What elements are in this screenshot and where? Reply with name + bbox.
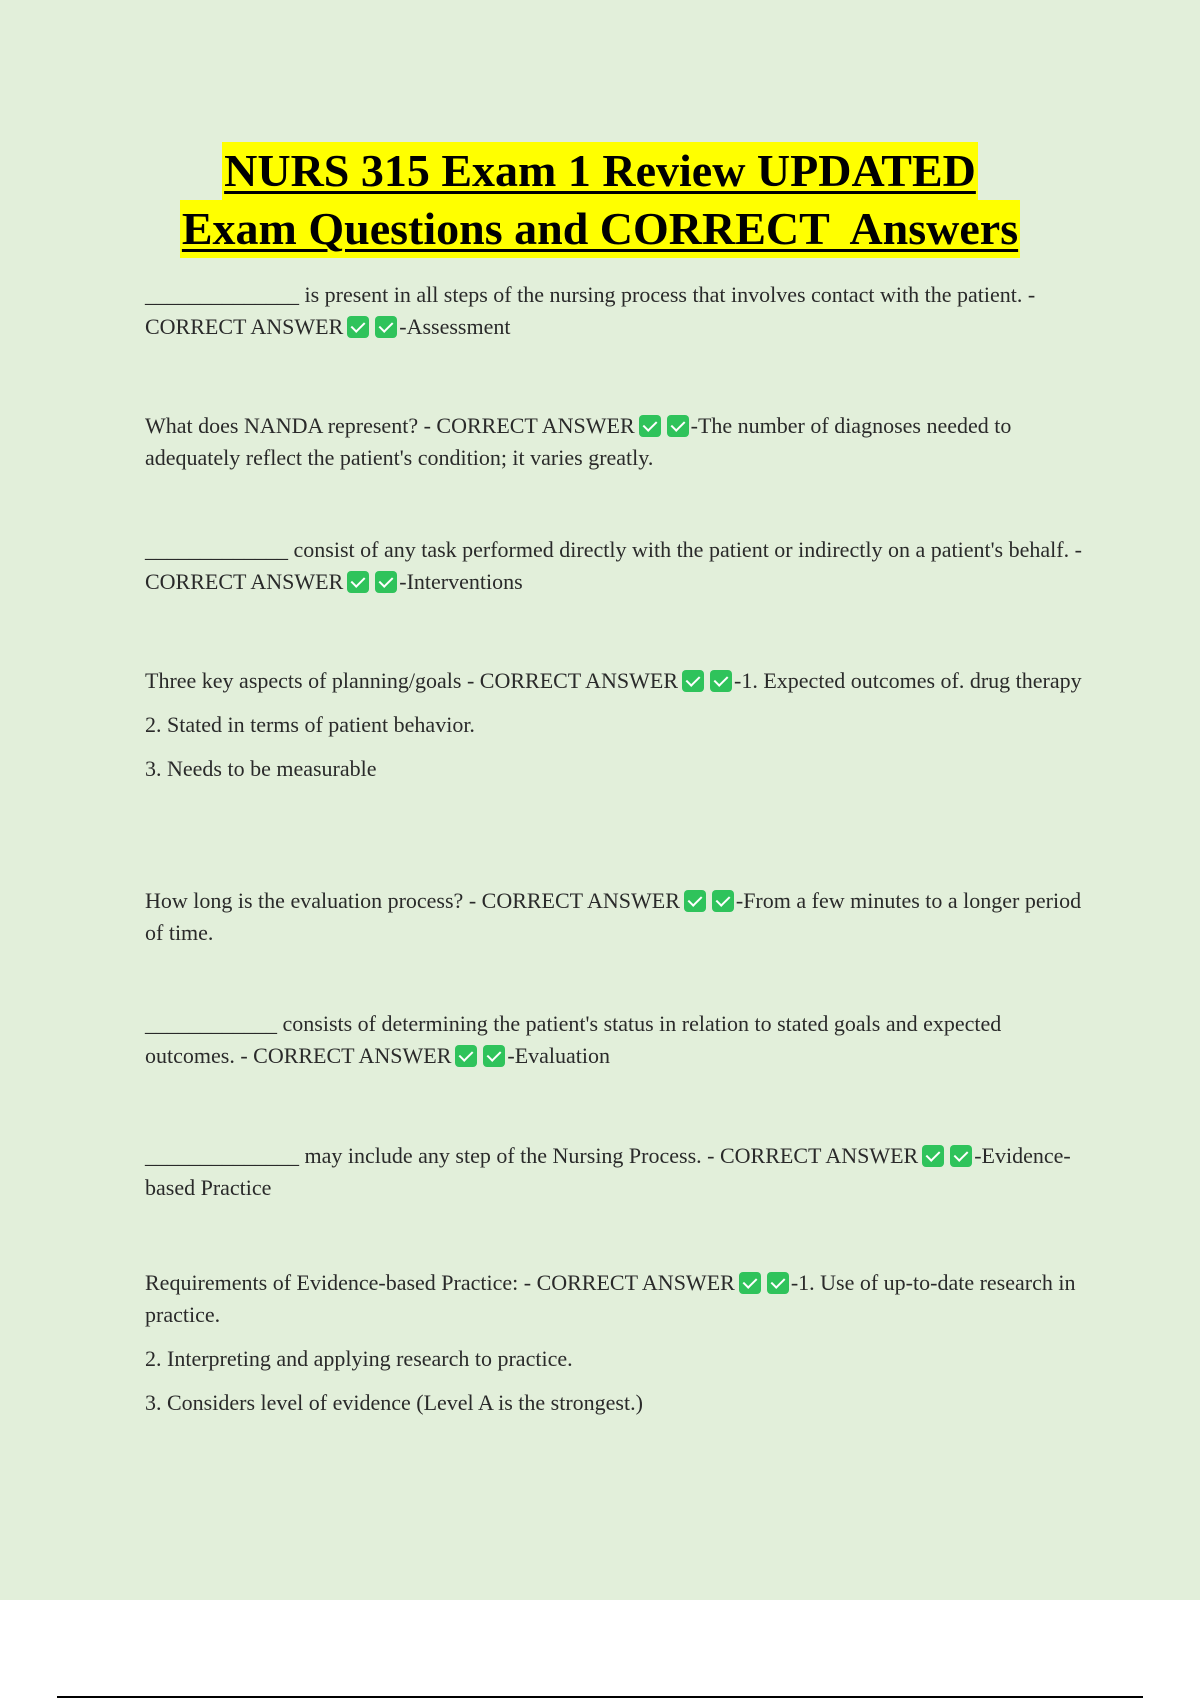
list-item: 3. Needs to be measurable: [145, 756, 377, 781]
qa-item-6: [145, 1008, 1085, 1072]
qa-text: [145, 665, 1085, 697]
checkmark-icon: [739, 1272, 761, 1294]
title-line-2: Exam Questions and CORRECT Answers: [180, 200, 1020, 258]
qa-text: [145, 1140, 1085, 1204]
list-item: 2. Interpreting and applying research to practice.: [145, 1346, 573, 1371]
qa-text: [145, 1267, 1085, 1331]
answer-text: -Interventions: [399, 569, 523, 594]
checkmark-icon: [950, 1145, 972, 1167]
title-line-1: NURS 315 Exam 1 Review UPDATED: [222, 142, 978, 200]
answer-text: -1. Expected outcomes of. drug therapy: [734, 668, 1082, 693]
checkmark-icon: [375, 316, 397, 338]
answer-text: -The number of diagnoses needed to adequately reflect the patient's condition; it varies greatly.: [145, 413, 1012, 470]
checkmark-icon: [483, 1045, 505, 1067]
checkmark-icon: [375, 571, 397, 593]
checkmark-icon: [710, 670, 732, 692]
list-item: 3. Considers level of evidence (Level A is the strongest.): [145, 1390, 643, 1415]
qa-item-2: [145, 410, 1085, 474]
qa-item-1: [145, 279, 1085, 343]
checkmark-icon: [639, 415, 661, 437]
question-text: Three key aspects of planning/goals - CORRECT ANSWER: [145, 668, 679, 693]
checkmark-icon: [667, 415, 689, 437]
question-text: ____________ consists of determining the patient's status in relation to stated goals and expected outcomes. - CORRECT ANSWER: [145, 1011, 1002, 1068]
qa-item-3: [145, 534, 1085, 598]
checkmark-icon: [455, 1045, 477, 1067]
qa-item-7: [145, 1140, 1085, 1204]
list-item: 2. Stated in terms of patient behavior.: [145, 712, 475, 737]
checkmark-icon: [684, 890, 706, 912]
question-text: ______________ may include any step of the Nursing Process. - CORRECT ANSWER: [145, 1143, 919, 1168]
qa-item-8: [145, 1267, 1085, 1419]
question-text: _____________ consist of any task performed directly with the patient or indirectly on a patient's behalf. - CORRECT ANSWER: [145, 537, 1082, 594]
qa-text: [145, 279, 1085, 343]
answer-text: -1. Use of up-to-date research in practice.: [145, 1270, 1076, 1327]
answer-text: -Evaluation: [507, 1043, 611, 1068]
question-text: How long is the evaluation process? - CORRECT ANSWER: [145, 888, 680, 913]
qa-text: [145, 410, 1085, 474]
question-text: Requirements of Evidence-based Practice: - CORRECT ANSWER: [145, 1270, 735, 1295]
checkmark-icon: [922, 1145, 944, 1167]
document-title: [0, 142, 1200, 258]
checkmark-icon: [712, 890, 734, 912]
answer-text: -From a few minutes to a longer period of time.: [145, 888, 1082, 945]
answer-text: -Assessment: [399, 314, 511, 339]
question-text: ______________ is present in all steps of the nursing process that involves contact with the patient. - CORRECT ANSWER: [145, 282, 1036, 339]
qa-item-5: [145, 885, 1085, 949]
qa-text: [145, 1008, 1085, 1072]
answer-text: -Evidence-based Practice: [145, 1143, 1071, 1200]
checkmark-icon: [347, 571, 369, 593]
qa-text: [145, 885, 1085, 949]
question-text: What does NANDA represent? - CORRECT ANSWER: [145, 413, 635, 438]
checkmark-icon: [767, 1272, 789, 1294]
qa-item-4: [145, 665, 1085, 785]
footer-divider: [57, 1696, 1143, 1698]
qa-text: [145, 534, 1085, 598]
checkmark-icon: [682, 670, 704, 692]
checkmark-icon: [347, 316, 369, 338]
